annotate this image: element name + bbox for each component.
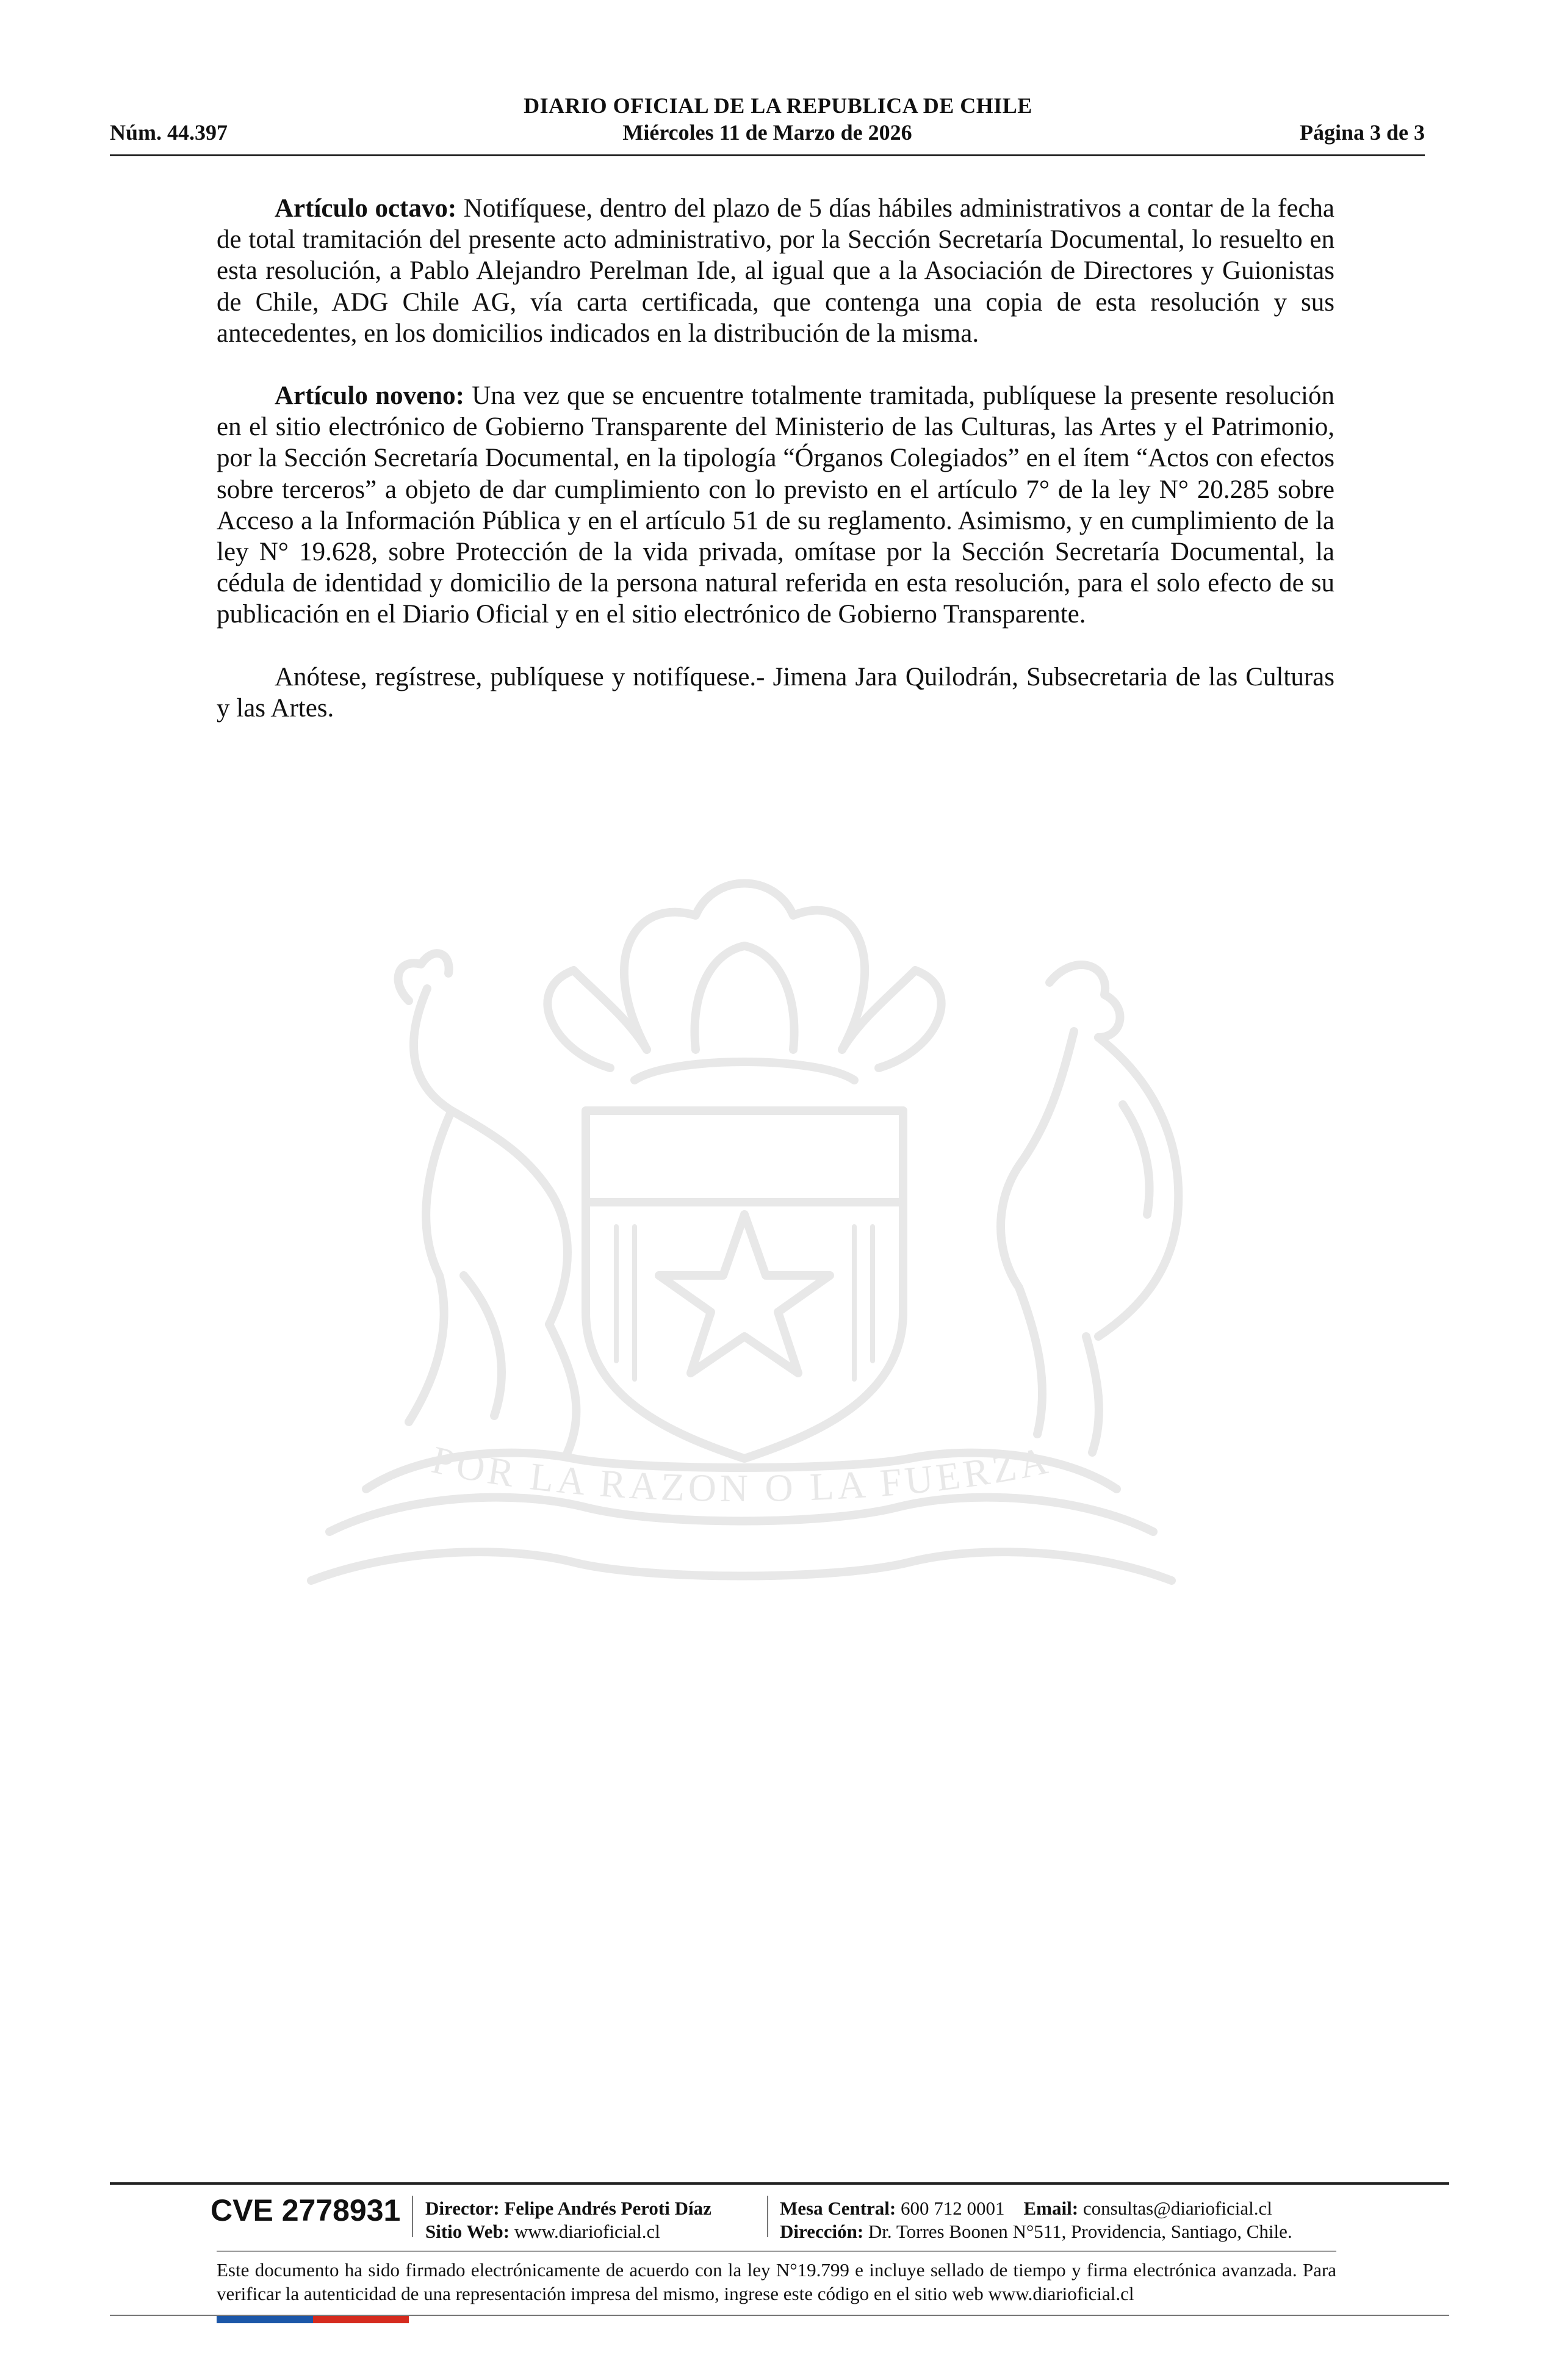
website-label: Sitio Web: — [425, 2221, 510, 2242]
page-header — [110, 120, 1425, 149]
legal-notice: Este documento ha sido firmado electrónicamente de acuerdo con la ley N°19.799 e incluye sellado de tiempo y firma electrónica avanzada. Para verificar la autenticidad de una representación impresa del mismo, ingrese este código en el sitio web www.diarioficial.cl — [217, 2259, 1336, 2304]
flag-stripe — [217, 2316, 409, 2323]
newspaper-title: DIARIO OFICIAL DE LA REPUBLICA DE CHILE — [524, 93, 1032, 118]
director-name: Felipe Andrés Peroti Díaz — [504, 2198, 711, 2219]
footer-director-block — [425, 2197, 711, 2243]
flag-red-segment — [313, 2316, 409, 2323]
article-octavo — [217, 193, 1334, 349]
address-label: Dirección: — [780, 2221, 864, 2242]
document-body — [217, 193, 1334, 755]
chilean-coat-of-arms-icon — [207, 848, 1275, 1703]
article-heading: Artículo octavo: — [275, 194, 457, 223]
footer-contact-block — [780, 2197, 1292, 2243]
footer-separator — [412, 2196, 413, 2237]
page-number: Página 3 de 3 — [1299, 120, 1425, 145]
article-text: Una vez que se encuentre totalmente tramitada, publíquese la presente resolución en el sitio electrónico de Gobierno Transparente del Ministerio de las Culturas, las Artes y el Patrimonio, por la Sección Secretaría Documental, en la tipología “Órganos Colegiados” en el ítem “Actos con efectos sobre terceros” a objeto de dar cumplimiento con lo previsto en el artículo 7° de la ley N° 20.285 sobre Acceso a la Información Pública y en el artículo 51 de su reglamento. Asimismo, y en cumplimiento de la ley N° 19.628, sobre Protección de la vida privada, omítase por la Sección Secretaría Documental, la cédula de identidad y domicilio de la persona natural referida en esta resolución, para el solo efecto de su publicación en el Diario Oficial y en el sitio electrónico de Gobierno Transparente. — [217, 381, 1334, 629]
phone-number: 600 712 0001 — [901, 2198, 1005, 2219]
header-divider — [110, 154, 1425, 156]
footer-separator — [767, 2196, 768, 2237]
issue-number: Núm. 44.397 — [110, 120, 228, 145]
seal-motto: POR LA RAZON O LA FUERZA — [428, 1437, 1055, 1510]
website-link[interactable]: www.diarioficial.cl — [514, 2221, 660, 2242]
address-value: Dr. Torres Boonen N°511, Providencia, Santiago, Chile. — [868, 2221, 1292, 2242]
director-label: Director: — [425, 2198, 500, 2219]
footer-mid-divider — [217, 2251, 1336, 2252]
article-noveno — [217, 380, 1334, 630]
closing-paragraph: Anótese, regístrese, publíquese y notifíquese.- Jimena Jara Quilodrán, Subsecretaria de las Culturas y las Artes. — [217, 662, 1334, 723]
footer-top-divider — [110, 2182, 1449, 2185]
cve-code: CVE 2778931 — [211, 2193, 401, 2227]
email-label: Email: — [1023, 2198, 1079, 2219]
phone-label: Mesa Central: — [780, 2198, 896, 2219]
article-heading: Artículo noveno: — [275, 381, 464, 411]
issue-date: Miércoles 11 de Marzo de 2026 — [622, 120, 912, 145]
flag-blue-segment — [217, 2316, 313, 2323]
email-link[interactable]: consultas@diarioficial.cl — [1082, 2198, 1272, 2219]
article-text: Notifíquese, dentro del plazo de 5 días hábiles administrativos a contar de la fecha de total tramitación del presente acto administrativo, por la Sección Secretaría Documental, lo resuelto en esta resolución, a Pablo Alejandro Perelman Ide, al igual que a la Asociación de Directores y Guionistas de Chile, ADG Chile AG, vía carta certificada, que contenga una copia de esta resolución y sus antecedentes, en los domicilios indicados en la distribución de la misma. — [217, 194, 1335, 348]
